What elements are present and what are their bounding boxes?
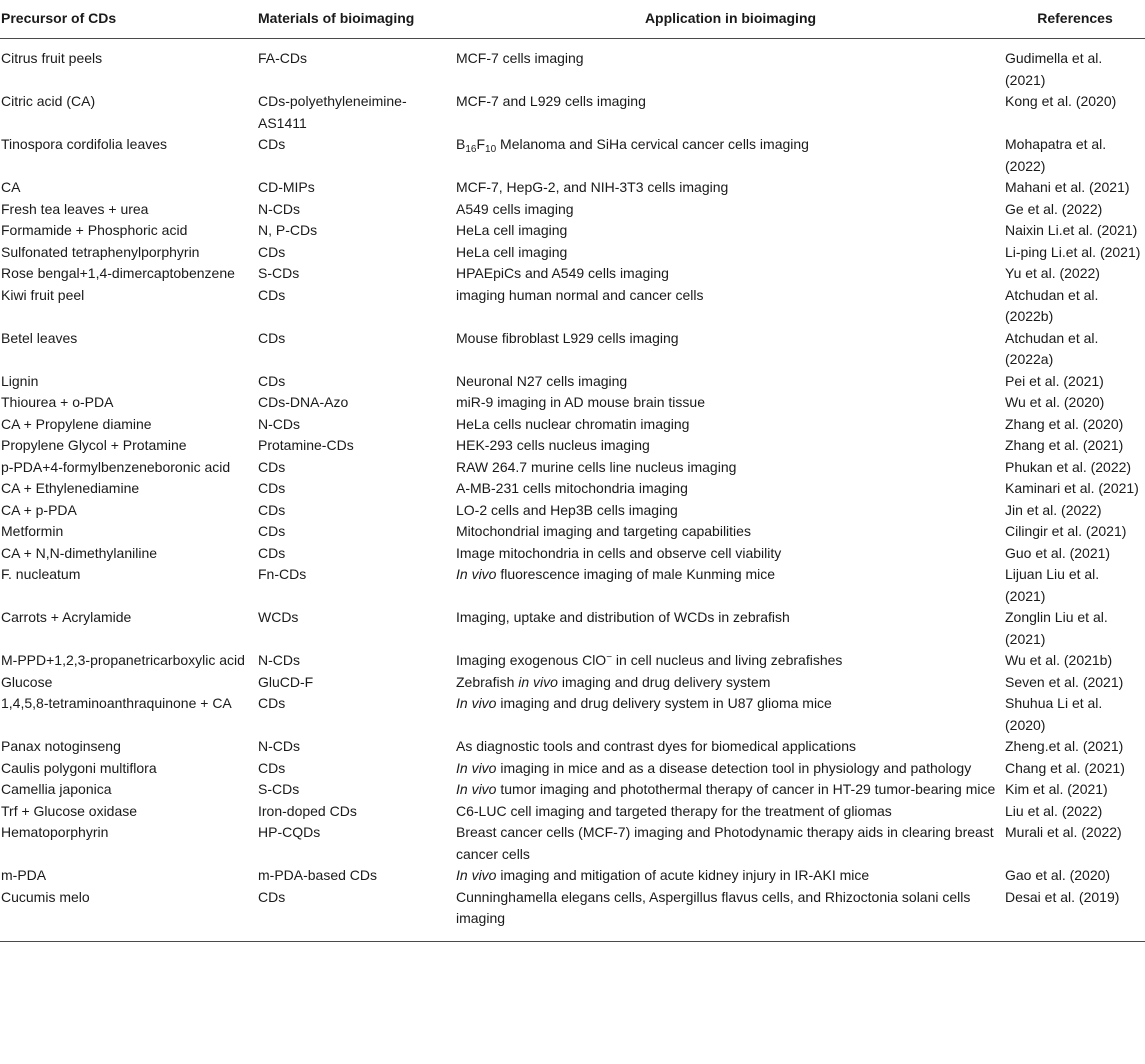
application-text: Neuronal N27 cells imaging [456,372,628,389]
application-text: Mouse fibroblast L929 cells imaging [456,329,679,346]
table-row [0,564,1145,607]
material-cell: m-PDA-based CDs [258,867,378,883]
table-row [0,865,1145,887]
table-body [0,39,1145,942]
table-row [0,693,1145,736]
application-cell [456,650,1005,672]
application-cell [456,564,1005,607]
reference-cell: Phukan et al. (2022) [1005,458,1132,475]
precursor-cell: Trf + Glucose oxidase [1,802,138,819]
material-cell: CDs [258,887,456,942]
application-text: HeLa cells nuclear chromatin imaging [456,415,690,432]
precursor-cell: Citrus fruit peels [1,50,103,66]
material-cell: S-CDs [258,781,300,797]
material-cell: CDs [258,523,286,539]
application-cell [456,543,1005,565]
header-references: References [1005,0,1145,39]
application-cell [456,801,1005,823]
material-cell: CDs [258,286,286,303]
reference-cell: Mahani et al. (2021) [1005,179,1130,195]
table-row [0,672,1145,694]
precursor-cell: F. nucleatum [1,566,81,582]
application-text: A-MB-231 cells mitochondria imaging [456,480,688,496]
reference-cell: Zonglin Liu et al. (2021) [1005,609,1108,647]
table-row [0,242,1145,264]
table-row [0,736,1145,758]
reference-cell: Kaminari et al. (2021) [1005,480,1139,496]
application-text: In vivo [456,867,497,883]
material-cell: CDs-DNA-Azo [258,394,349,410]
application-cell [456,39,1005,92]
material-cell: CDs [258,501,286,518]
material-cell: CDs [258,136,286,152]
precursor-cell: Fresh tea leaves + urea [1,200,149,217]
reference-cell: Zheng.et al. (2021) [1005,738,1124,754]
table-row [0,91,1145,134]
reference-cell: Chang et al. (2021) [1005,759,1125,776]
application-text: − [606,652,613,663]
application-text: Imaging, uptake and distribution of WCDs in zebrafish [456,609,790,625]
application-cell [456,758,1005,780]
material-cell: WCDs [258,609,299,625]
application-cell [456,500,1005,522]
application-text: As diagnostic tools and contrast dyes for biomedical applications [456,738,856,754]
material-cell: Protamine-CDs [258,437,354,453]
reference-cell: Mohapatra et al. (2022) [1005,136,1107,174]
precursor-cell: Panax notoginseng [1,738,121,754]
application-text: C6-LUC cell imaging and targeted therapy for the treatment of gliomas [456,802,892,819]
table-row [0,263,1145,285]
application-text: Image mitochondria in cells and observe cell viability [456,544,782,561]
table-row [0,177,1145,199]
material-cell: Fn-CDs [258,566,307,582]
application-cell [456,478,1005,500]
precursor-cell: Cucumis melo [0,887,258,942]
table-row [0,220,1145,242]
reference-cell: Pei et al. (2021) [1005,372,1104,389]
application-cell [456,134,1005,177]
material-cell: N-CDs [258,200,300,217]
table-row [0,758,1145,780]
application-text: 10 [485,144,497,155]
reference-cell: Guo et al. (2021) [1005,544,1111,561]
application-cell [456,521,1005,543]
precursor-cell: M-PPD+1,2,3-propanetricarboxylic acid [1,652,245,668]
application-cell [456,199,1005,221]
application-text: In vivo [456,781,497,797]
table-row [0,887,1145,942]
reference-cell: Kim et al. (2021) [1005,781,1108,797]
material-cell: N-CDs [258,738,300,754]
reference-cell: Gudimella et al. (2021) [1005,50,1103,88]
reference-cell: Murali et al. (2022) [1005,824,1122,840]
reference-cell: Lijuan Liu et al. (2021) [1005,566,1100,604]
application-cell [456,672,1005,694]
application-cell [456,285,1005,328]
reference-cell: Wu et al. (2021b) [1005,652,1113,668]
application-text: in vivo [518,673,558,690]
precursor-cell: Citric acid (CA) [1,93,96,109]
table-row [0,543,1145,565]
application-cell [456,736,1005,758]
material-cell: CDs [258,243,286,260]
application-text: HPAEpiCs and A549 cells imaging [456,265,669,281]
application-cell [456,392,1005,414]
application-text: imaging human normal and cancer cells [456,286,704,303]
precursor-cell: m-PDA [1,867,47,883]
precursor-cell: Hematoporphyrin [1,824,109,840]
table-row [0,328,1145,371]
reference-cell: Shuhua Li et al. (2020) [1005,695,1103,733]
table-row [0,371,1145,393]
table-row [0,801,1145,823]
precursor-cell: Camellia japonica [1,781,112,797]
precursor-cell: Sulfonated tetraphenylporphyrin [1,243,200,260]
application-cell [456,328,1005,371]
material-cell: CDs [258,544,286,561]
precursor-cell: CA [1,179,21,195]
application-cell [456,177,1005,199]
reference-cell: Li-ping Li.et al. (2021) [1005,243,1141,260]
precursor-cell: Formamide + Phosphoric acid [1,222,188,238]
application-text: imaging in mice and as a disease detection tool in physiology and pathology [496,759,972,776]
precursor-cell: Thiourea + o-PDA [1,394,114,410]
application-text: In vivo [456,695,497,711]
header-materials: Materials of bioimaging [258,0,456,39]
table-row [0,779,1145,801]
material-cell: CDs-polyethyleneimine-AS1411 [258,93,407,131]
reference-cell: Wu et al. (2020) [1005,394,1105,410]
application-text: In vivo [456,759,497,776]
material-cell: CDs [258,329,286,346]
application-text: imaging and mitigation of acute kidney injury in IR-AKI mice [496,867,870,883]
table-row [0,39,1145,92]
material-cell: CDs [258,372,286,389]
header-application: Application in bioimaging [456,0,1005,39]
reference-cell: Atchudan et al. (2022b) [1005,286,1099,324]
application-cell [456,607,1005,650]
table-row [0,607,1145,650]
reference-cell: Gao et al. (2020) [1005,867,1111,883]
reference-cell: Atchudan et al. (2022a) [1005,329,1099,367]
material-cell: N-CDs [258,415,300,432]
application-text: HEK-293 cells nucleus imaging [456,437,650,453]
application-text: RAW 264.7 murine cells line nucleus imaging [456,458,737,475]
precursor-cell: Glucose [1,673,53,690]
reference-cell: Yu et al. (2022) [1005,265,1100,281]
material-cell: CDs [258,695,286,711]
precursor-cell: CA + Ethylenediamine [1,480,140,496]
application-text: In vivo [456,566,497,582]
application-cell [456,242,1005,264]
precursor-cell: Rose bengal+1,4-dimercaptobenzene [1,265,235,281]
application-cell [456,435,1005,457]
application-cell [456,91,1005,134]
precursor-cell: Metformin [1,523,64,539]
application-cell [456,887,1005,942]
precursor-cell: Carrots + Acrylamide [1,609,132,625]
application-text: Melanoma and SiHa cervical cancer cells imaging [496,136,809,152]
material-cell: Iron-doped CDs [258,802,357,819]
header-precursor: Precursor of CDs [0,0,258,39]
application-text: Mitochondrial imaging and targeting capabilities [456,523,751,539]
reference-cell: Zhang et al. (2021) [1005,437,1124,453]
application-text: in cell nucleus and living zebrafishes [612,652,843,668]
table-row [0,521,1145,543]
material-cell: S-CDs [258,265,300,281]
reference-cell: Cilingir et al. (2021) [1005,523,1127,539]
precursor-cell: Caulis polygoni multiflora [1,759,157,776]
material-cell: CDs [258,759,286,776]
table-row [0,435,1145,457]
material-cell: HP-CQDs [258,824,321,840]
application-cell [456,371,1005,393]
application-text: Breast cancer cells (MCF-7) imaging and Photodynamic therapy aids in clearing breast cancer cells [456,824,994,862]
table-row [0,650,1145,672]
material-cell: CD-MIPs [258,179,315,195]
application-text: F [476,136,486,152]
application-text: HeLa cell imaging [456,222,568,238]
precursor-cell: Kiwi fruit peel [1,286,85,303]
application-text: HeLa cell imaging [456,243,568,260]
reference-cell: Zhang et al. (2020) [1005,415,1124,432]
table-row [0,414,1145,436]
application-text: LO-2 cells and Hep3B cells imaging [456,501,678,518]
precursor-cell: Propylene Glycol + Protamine [1,437,187,453]
reference-cell: Jin et al. (2022) [1005,501,1102,518]
reference-cell: Ge et al. (2022) [1005,200,1103,217]
application-text: MCF-7, HepG-2, and NIH-3T3 cells imaging [456,179,729,195]
material-cell: FA-CDs [258,50,307,66]
reference-cell: Naixin Li.et al. (2021) [1005,222,1138,238]
table-row [0,392,1145,414]
application-cell [456,220,1005,242]
application-cell [456,779,1005,801]
application-cell [456,822,1005,865]
precursor-cell: Tinospora cordifolia leaves [1,136,168,152]
application-cell [456,414,1005,436]
application-text: Cunninghamella elegans cells, Aspergillus flavus cells, and Rhizoctonia solani cells imaging [456,888,971,926]
reference-cell: Desai et al. (2019) [1005,887,1145,942]
application-text: Imaging exogenous ClO [456,652,607,668]
material-cell: CDs [258,480,286,496]
precursor-cell: CA + N,N-dimethylaniline [1,544,158,561]
application-text: miR-9 imaging in AD mouse brain tissue [456,394,705,410]
application-cell [456,263,1005,285]
precursor-cell: Lignin [1,372,39,389]
reference-cell: Kong et al. (2020) [1005,93,1117,109]
reference-cell: Seven et al. (2021) [1005,673,1124,690]
table-row [0,134,1145,177]
application-text: MCF-7 and L929 cells imaging [456,93,646,109]
table-row [0,199,1145,221]
table-row [0,822,1145,865]
material-cell: GluCD-F [258,673,314,690]
table-header [0,0,1145,39]
material-cell: N, P-CDs [258,222,318,238]
application-text: fluorescence imaging of male Kunming mice [496,566,776,582]
application-cell [456,693,1005,736]
table-row [0,285,1145,328]
precursor-cell: Betel leaves [1,329,78,346]
precursor-cell: p-PDA+4-formylbenzeneboronic acid [1,458,231,475]
table-row [0,457,1145,479]
precursor-cell: CA + p-PDA [1,501,77,518]
material-cell: N-CDs [258,652,300,668]
application-text: MCF-7 cells imaging [456,50,584,66]
application-cell [456,457,1005,479]
table-row [0,500,1145,522]
application-text: 16 [465,144,477,155]
application-cell [456,865,1005,887]
application-text: B [456,136,466,152]
precursor-cell: 1,4,5,8-tetraminoanthraquinone + CA [1,695,232,711]
precursor-cell: CA + Propylene diamine [1,415,152,432]
application-text: imaging and drug delivery system in U87 glioma mice [496,695,832,711]
material-cell: CDs [258,458,286,475]
application-text: imaging and drug delivery system [557,673,771,690]
application-text: tumor imaging and photothermal therapy of cancer in HT-29 tumor-bearing mice [496,781,996,797]
header-row [0,0,1145,39]
application-text: A549 cells imaging [456,200,574,217]
reference-cell: Liu et al. (2022) [1005,802,1103,819]
application-text: Zebrafish [456,673,519,690]
table-row [0,478,1145,500]
